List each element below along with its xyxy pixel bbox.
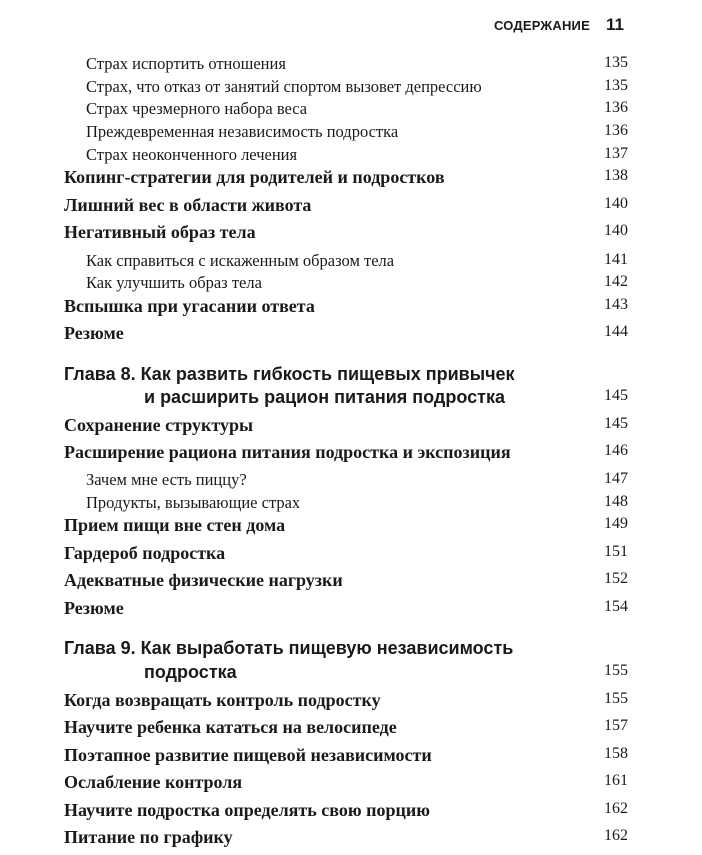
toc-entry-page: 161 bbox=[604, 772, 628, 789]
toc-entry-title: Зачем мне есть пиццу? bbox=[86, 470, 247, 489]
running-header-title: СОДЕРЖАНИЕ bbox=[494, 18, 590, 33]
toc-entry-title: Прием пищи вне стен дома bbox=[64, 515, 286, 535]
toc-entry-title: Адекватные физические нагрузки bbox=[64, 570, 343, 590]
toc-entry-page: 149 bbox=[604, 515, 628, 532]
toc-chapter-title: и расширить рацион питания подростка bbox=[144, 387, 505, 407]
toc-entry-title: Научите ребенка кататься на велосипеде bbox=[64, 717, 397, 737]
toc-entry-page: 148 bbox=[604, 493, 628, 510]
toc-entry-title: Резюме bbox=[64, 598, 124, 618]
toc-entry-page: 140 bbox=[604, 195, 628, 212]
toc-entry-title: Ослабление контроля bbox=[64, 772, 243, 792]
page-number: 11 bbox=[606, 15, 624, 34]
toc-entry-title: Страх испортить отношения bbox=[86, 54, 286, 73]
toc-entry-page: 157 bbox=[604, 717, 628, 734]
toc-entry-page: 151 bbox=[604, 543, 628, 560]
toc-entry-title: Преждевременная независимость подростка bbox=[86, 122, 399, 141]
toc-entry-title: Расширение рациона питания подростка и экспозиция bbox=[64, 442, 511, 462]
toc-entry-title: Страх, что отказ от занятий спортом вызовет депрессию bbox=[86, 77, 482, 96]
toc-entry-page: 144 bbox=[604, 323, 628, 340]
toc-entry-page: 145 bbox=[604, 415, 628, 432]
toc-entry-title: Научите подростка определять свою порцию bbox=[64, 800, 430, 820]
toc-chapter-title: Глава 9. Как выработать пищевую независимость bbox=[64, 638, 514, 658]
toc-entry-page: 136 bbox=[604, 122, 628, 139]
toc-entry-title: Лишний вес в области живота bbox=[64, 195, 312, 215]
toc-entry-title: Когда возвращать контроль подростку bbox=[64, 690, 381, 710]
toc-entry-title: Как справиться с искаженным образом тела bbox=[86, 251, 395, 270]
toc-entry-page: 155 bbox=[604, 662, 628, 679]
toc-entry-title: Как улучшить образ тела bbox=[86, 273, 262, 292]
toc-entry-page: 135 bbox=[604, 54, 628, 71]
toc-entry-title: Вспышка при угасании ответа bbox=[64, 296, 315, 316]
toc-entry-page: 135 bbox=[604, 77, 628, 94]
toc-entry-title: Страх чрезмерного набора веса bbox=[86, 99, 308, 118]
toc-entry-title: Негативный образ тела bbox=[64, 222, 256, 242]
toc-entry-title: Копинг-стратегии для родителей и подростков bbox=[64, 167, 445, 187]
toc-entry-title: Гардероб подростка bbox=[64, 543, 226, 563]
toc-entry-page: 147 bbox=[604, 470, 628, 487]
toc-entry-page: 145 bbox=[604, 387, 628, 404]
toc-entry-page: 155 bbox=[604, 690, 628, 707]
toc-entry-page: 141 bbox=[604, 251, 628, 268]
toc-entry-title: Питание по графику bbox=[64, 827, 233, 847]
toc-entry-page: 142 bbox=[604, 273, 628, 290]
toc-entry-page: 152 bbox=[604, 570, 628, 587]
toc-entry-page: 158 bbox=[604, 745, 628, 762]
toc-chapter-title: Глава 8. Как развить гибкость пищевых привычек bbox=[64, 364, 515, 384]
toc-entry-page: 136 bbox=[604, 99, 628, 116]
toc-entry-title: Страх неоконченного лечения bbox=[86, 145, 298, 164]
toc-entry-title: Продукты, вызывающие страх bbox=[86, 493, 301, 512]
toc-entry-page: 138 bbox=[604, 167, 628, 184]
toc-entry-page: 162 bbox=[604, 827, 628, 844]
toc-entry-page: 146 bbox=[604, 442, 628, 459]
toc-entry-page: 162 bbox=[604, 800, 628, 817]
toc-entry-title: Резюме bbox=[64, 323, 124, 343]
toc-entry-title: Поэтапное развитие пищевой независимости bbox=[64, 745, 432, 765]
toc-entry-page: 143 bbox=[604, 296, 628, 313]
toc-entry-page: 140 bbox=[604, 222, 628, 239]
toc-chapter-title: подростка bbox=[144, 662, 237, 682]
toc-entry-page: 154 bbox=[604, 598, 628, 615]
toc-entry-page: 137 bbox=[604, 145, 628, 162]
toc-entry-title: Сохранение структуры bbox=[64, 415, 254, 435]
